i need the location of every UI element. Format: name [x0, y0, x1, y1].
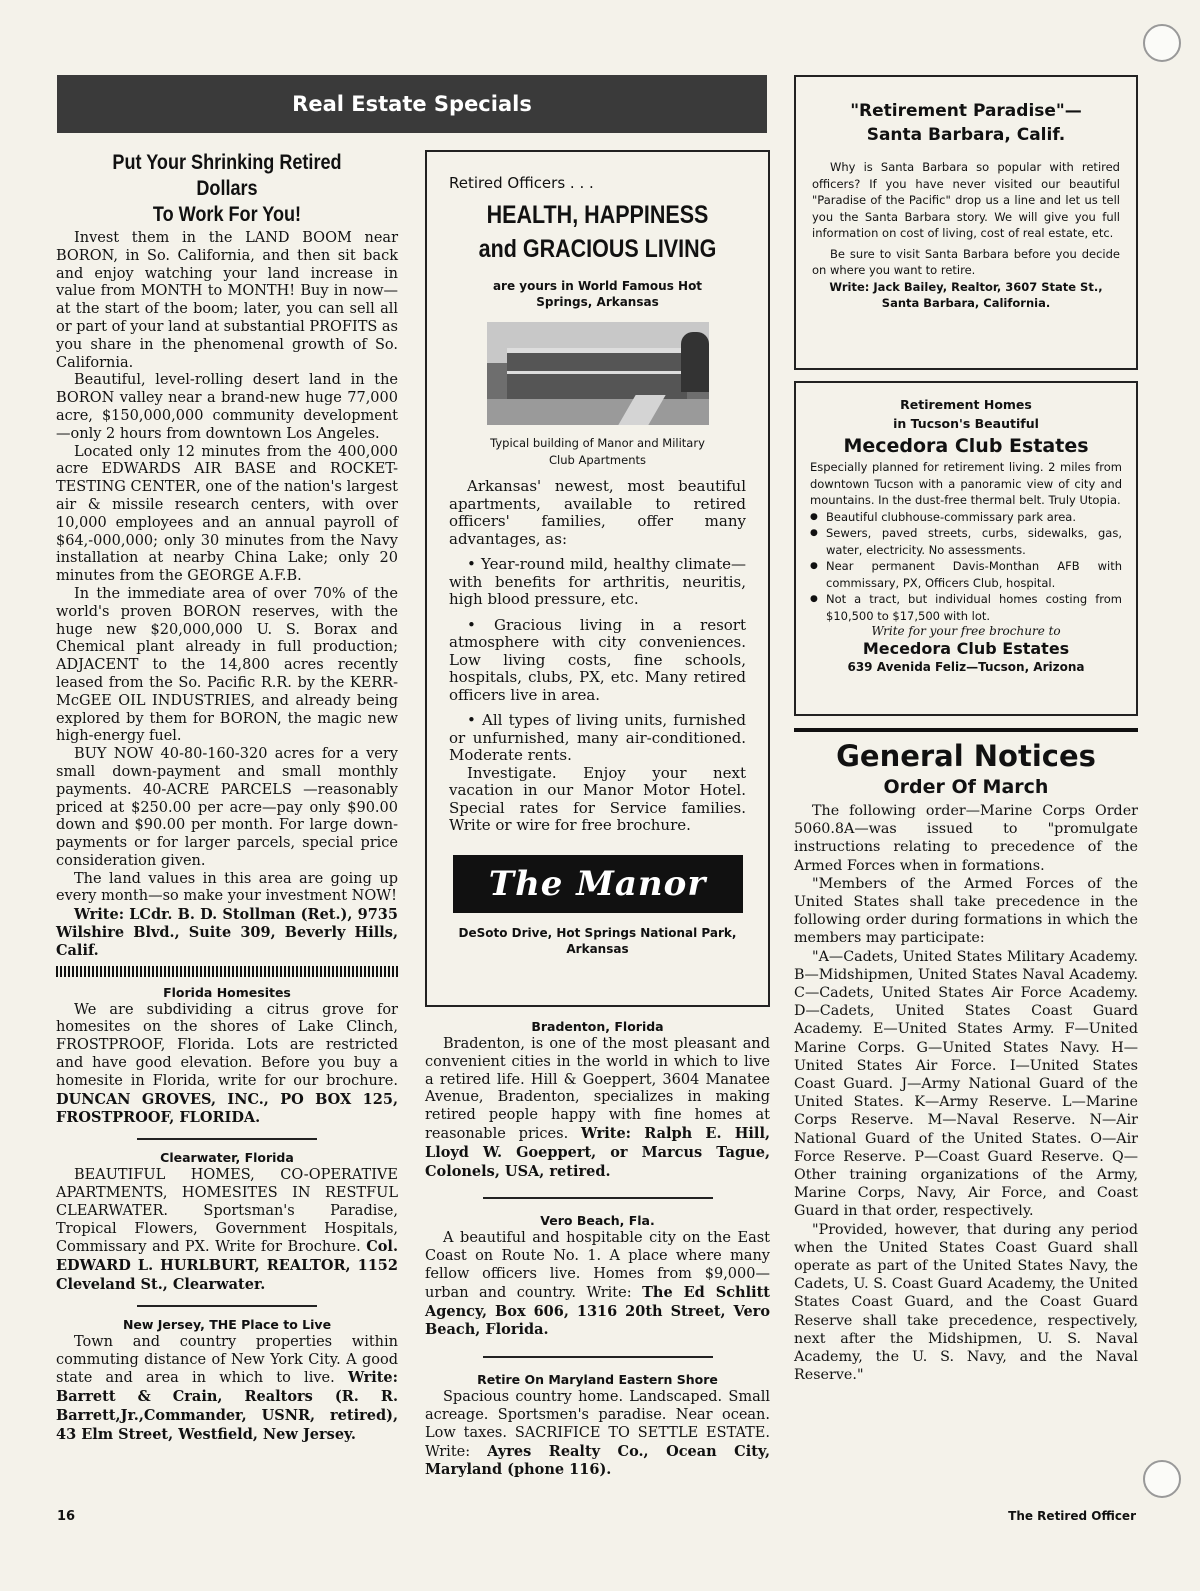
- bradenton-text: Bradenton, is one of the most pleasant and convenient cities in the world in which to live a retired life. Hill & Goeppert, 3604 Manatee Avenue, Bradenton, specializes in making retired people happy with fine homes at reasonable prices.: [425, 1036, 770, 1142]
- boron-para: Beautiful, level-rolling desert land in the BORON valley near a brand-new huge 77,000 acre, $150,000,000 community development—only 2 hours from downtown Los Angeles.: [56, 372, 398, 442]
- clearwater-write: Col. EDWARD L. HURLBURT, REALTOR, 1152 Cleveland St., Clearwater.: [56, 1238, 398, 1294]
- manor-sub: are yours in World Famous Hot Springs, Arkansas: [492, 279, 703, 309]
- sb-title-1: "Retirement Paradise"—: [850, 101, 1082, 121]
- manor-headline-2: and GRACIOUS LIVING: [478, 235, 717, 263]
- manor-bullet: • Year-round mild, healthy climate—with benefits for arthritis, neuritis, high blood pressure, etc.: [449, 555, 746, 608]
- santa-barbara-ad: [794, 75, 1138, 370]
- boron-para: Invest them in the LAND BOOM near BORON, in So. California, and then sit back and enjoy watching your land increase in value from MONTH to MONTH! Buy in now—at the start of the boom; later, you can sell all or part of your land at substantial PROFITS as you share in the phenomenal growth of So. California.: [56, 230, 398, 371]
- florida-homesites-title: Florida Homesites: [163, 984, 291, 1000]
- boron-para: BUY NOW 40-80-160-320 acres for a very small down-payment and small monthly payments. 40-ACRE PARCELS —reasonably priced at $250.00 per acre—pay only $90.00 down and $90.00 per month. For large down-payments or for larger parcels, special price consideration given.: [56, 746, 398, 869]
- sb-write: Write: Jack Bailey, Realtor, 3607 State St., Santa Barbara, California.: [829, 279, 1103, 310]
- boron-para: Located only 12 minutes from the 400,000 acre EDWARDS AIR BASE and ROCKET-TESTING CENTER, one of the nation's largest air & missile research centers, with over 10,000 employees and an annual payroll of $64,-000,000; only 30 minutes from the Navy installation at nearby China Lake; only 20 minutes from the GEORGE A.F.B.: [56, 443, 398, 585]
- maryland-text: Spacious country home. Landscaped. Small acreage. Sportsmen's paradise. Near ocean. Low taxes. SACRIFICE TO SETTLE ESTATE. Write:: [425, 1389, 770, 1460]
- banner-title: Real Estate Specials: [292, 92, 532, 116]
- divider: [137, 1305, 317, 1307]
- nj-text: Town and country properties within commuting distance of New York City. A good state and area in which to live.: [56, 1333, 398, 1387]
- punch-hole-bottom: [1143, 1460, 1181, 1498]
- tucson-bullet: ● Beautiful clubhouse-commissary park area.: [810, 509, 1122, 526]
- photo-caption: Typical building of Manor and Military Club Apartments: [490, 436, 705, 467]
- sb-text: Why is Santa Barbara so popular with retired officers? If you have never visited our beautiful "Paradise of the Pacific" drop us a line and let us tell you the Santa Barbara story. We will give you full information on cost of living, cost of real estate, etc.: [812, 160, 1120, 240]
- clearwater-text: Sportsman's Paradise, Tropical Flowers, Government Hospitals, Commissary and PX. Write for Brochure.: [56, 1202, 398, 1256]
- tucson-intro: Especially planned for retirement living. 2 miles from downtown Tucson with a panoramic view of city and mountains. In the dust-free thermal belt. Truly Utopia.: [810, 460, 1122, 507]
- vero-text: A beautiful and hospitable city on the East Coast on Route No. 1. A place where many fellow officers live. Homes from $9,000—urban and country. Write:: [425, 1230, 770, 1301]
- manor-headline-1: HEALTH, HAPPINESS: [486, 201, 709, 229]
- tucson-name: Mecedora Club Estates: [862, 639, 1070, 658]
- florida-text: We are subdividing a citrus grove for homesites on the shores of Lake Clinch, FROSTPROOF, Florida. Lots are restricted and have good elevation. Before you buy a homesite in Florida, write for our brochure.: [56, 1001, 398, 1089]
- tucson-address: 639 Avenida Feliz—Tucson, Arizona: [847, 660, 1085, 674]
- manor-bullet: • All types of living units, furnished or unfurnished, many air-conditioned. Moderate rents.: [449, 711, 746, 764]
- publication-name: The Retired Officer: [1008, 1509, 1136, 1523]
- apartment-photo: [487, 322, 709, 425]
- sb-title-2: Santa Barbara, Calif.: [866, 125, 1066, 145]
- tucson-write-italic: Write for your free brochure to: [871, 624, 1061, 638]
- section-banner: [57, 75, 767, 133]
- general-notices: [794, 728, 1138, 1385]
- manor-closing: Investigate. Enjoy your next vacation in our Manor Motor Hotel. Special rates for Service families. Write or wire for free brochure.: [449, 763, 746, 834]
- punch-hole-top: [1143, 24, 1181, 62]
- tucson-title: Mecedora Club Estates: [843, 435, 1089, 457]
- manor-ad: [425, 150, 770, 1007]
- manor-intro: Arkansas' newest, most beautiful apartments, available to retired officers' families, offer many advantages, as:: [449, 477, 746, 548]
- bradenton-title: Bradenton, Florida: [531, 1019, 664, 1034]
- tucson-bullet: ● Not a tract, but individual homes costing from $10,500 to $17,500 with lot.: [810, 591, 1122, 624]
- decorative-divider: [56, 966, 398, 977]
- vero-write: The Ed Schlitt Agency, Box 606, 1316 20th Street, Vero Beach, Florida.: [425, 1283, 771, 1339]
- page-number: 16: [57, 1509, 76, 1524]
- clearwater-caps: BEAUTIFUL HOMES, CO-OPERATIVE APARTMENTS, HOMESITES IN RESTFUL CLEARWATER.: [56, 1167, 398, 1219]
- manor-bullet: • Gracious living in a resort atmosphere with city conveniences. Low living costs, fine schools, hospitals, clubs, PX, etc. Many retired officers live in area.: [449, 615, 746, 704]
- sb-text-2: Be sure to visit Santa Barbara before you decide on where you want to retire.: [812, 246, 1120, 277]
- manor-lead: Retired Officers . . .: [449, 174, 594, 192]
- divider: [483, 1356, 713, 1358]
- notices-top-rule: [794, 728, 1138, 732]
- middle-lower-column: [425, 1019, 770, 1480]
- boron-para: In the immediate area of over 70% of the world's proven BORON reserves, with the huge new $20,000,000 U. S. Borax and Chemical plant already in full production; ADJACENT to the 14,800 acres recently leased from the So. Pacific R.R. by the KERR-McGEE OIL INDUSTRIES, and already being explored by them for BORON, the magic new high-energy fuel.: [56, 585, 398, 745]
- tucson-kicker-2: in Tucson's Beautiful: [893, 416, 1039, 431]
- the-manor-logo: The Manor: [453, 855, 743, 913]
- notices-title: General Notices: [836, 739, 1096, 773]
- florida-write: DUNCAN GROVES, INC., PO BOX 125, FROSTPROOF, FLORIDA.: [56, 1090, 398, 1127]
- left-column: [56, 150, 398, 1445]
- clearwater-title: Clearwater, Florida: [160, 1150, 294, 1166]
- divider: [483, 1197, 713, 1199]
- notices-para: "A—Cadets, United States Military Academy. B—Midshipmen, United States Naval Academy. C—Cadets, United States Air Force Academy. D—Cadets, United States Coast Guard Academy. E—United States Army. F—United Marine Corps. G—United States Navy. H—United States Air Force. I—United States Coast Guard. J—Army National Guard of the United States. K—Army Reserve. L—Marine Corps Reserve. M—Naval Reserve. N—Air National Guard of the United States. O—Air Force Reserve. P—Coast Guard Reserve. Q—Other training organizations of the Army, Marine Corps, Navy, Air Force, and Coast Guard in that order, respectively.: [794, 948, 1138, 1220]
- maryland-title: Retire On Maryland Eastern Shore: [477, 1372, 718, 1388]
- notices-para: "Members of the Armed Forces of the United States shall take precedence in the following order during formations in which the members may participate:: [794, 875, 1138, 947]
- divider: [137, 1138, 317, 1140]
- notices-para: "Provided, however, that during any period when the United States Coast Guard shall operate as part of the United States Navy, the Cadets, U. S. Coast Guard Academy, the United States Coast Guard, and the Coast Guard Reserve shall take precedence, respectively, next after the Midshipmen, U. S. Naval Academy, the U. S. Navy, and the Naval Reserve.": [794, 1221, 1138, 1384]
- boron-headline-2: To Work For You!: [152, 203, 302, 226]
- maryland-write: Ayres Realty Co., Ocean City, Maryland (phone 116).: [425, 1442, 771, 1479]
- notices-subtitle: Order Of March: [883, 776, 1049, 798]
- boron-para: The land values in this area are going up every month—so make your investment NOW!: [56, 870, 398, 905]
- nj-title: New Jersey, THE Place to Live: [122, 1316, 332, 1332]
- vero-title: Vero Beach, Fla.: [540, 1213, 655, 1229]
- tucson-bullet: ● Sewers, paved streets, curbs, sidewalks, gas, water, electricity. No assessments.: [810, 525, 1122, 558]
- tucson-kicker-1: Retirement Homes: [900, 397, 1032, 412]
- boron-write: Write: LCdr. B. D. Stollman (Ret.), 9735 Wilshire Blvd., Suite 309, Beverly Hills, Calif.: [56, 906, 398, 959]
- boron-headline-1: Put Your Shrinking Retired Dollars: [112, 151, 342, 200]
- notices-para: The following order—Marine Corps Order 5060.8A—was issued to "promulgate instructions relating to precedence of the Armed Forces when in formations.: [794, 803, 1138, 874]
- bradenton-write: Write: Ralph E. Hill, Lloyd W. Goeppert, or Marcus Tague, Colonels, USA, retired.: [425, 1124, 770, 1180]
- tucson-bullet: ● Near permanent Davis-Monthan AFB with commissary, PX, Officers Club, hospital.: [810, 558, 1122, 591]
- tucson-ad: [794, 381, 1138, 716]
- manor-address: DeSoto Drive, Hot Springs National Park, Arkansas: [458, 925, 737, 956]
- nj-write: Write: Barrett & Crain, Realtors (R. R. Barrett,Jr.,Commander, USNR, retired), 43 Elm Street, Westfield, New Jersey.: [56, 1369, 398, 1443]
